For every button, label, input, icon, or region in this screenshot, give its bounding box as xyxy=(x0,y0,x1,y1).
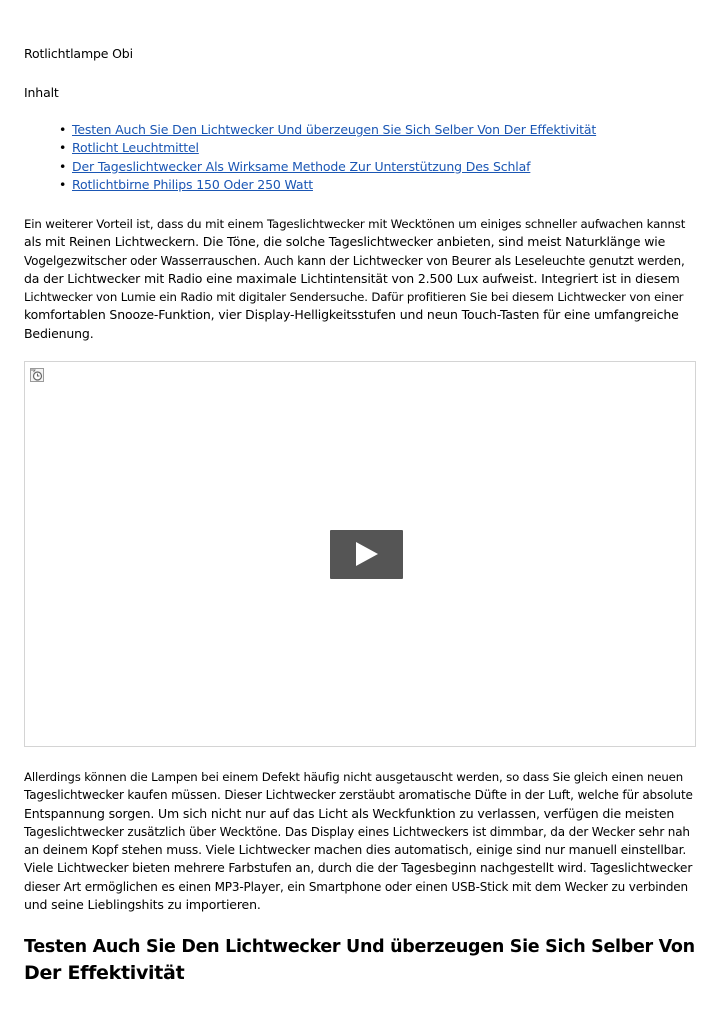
paragraph-line: Viele Lichtwecker bieten mehrere Farbstufen an, durch die der Tagesbeginn nachgestellt wird. Tageslichtwecker xyxy=(24,861,693,876)
paragraph-line: komfortablen Snooze-Funktion, vier Display-Helligkeitsstufen und neun Touch-Tasten für eine umfangreiche xyxy=(24,307,679,323)
paragraph-line: Tageslichtwecker kaufen müssen. Dieser Lichtwecker zerstäubt aromatische Düfte in der Luft, welche für absolute xyxy=(24,788,693,803)
paragraph-line: als mit Reinen Lichtweckern. Die Töne, die solche Tageslichtwecker anbieten, sind meist Naturklänge wie xyxy=(24,234,666,250)
paragraph-2 xyxy=(24,768,696,914)
paragraph-line: da der Lichtwecker mit Radio eine maximale Lichtintensität von 2.500 Lux aufweist. Integriert ist in diesem xyxy=(24,270,680,286)
play-button[interactable] xyxy=(330,530,403,579)
table-of-contents xyxy=(60,121,596,194)
paragraph-line: an deinem Kopf stehen muss. Viele Lichtwecker machen dies automatisch, einige sind nur manuell einstellbar. xyxy=(24,843,687,858)
toc-link-tageslichtwecker[interactable]: Der Tageslichtwecker Als Wirksame Methode Zur Unterstützung Des Schlaf xyxy=(72,158,531,174)
paragraph-line: Ein weiterer Vorteil ist, dass du mit einem Tageslichtwecker mit Wecktönen um einiges schneller aufwachen kannst xyxy=(24,217,686,231)
bullet: • xyxy=(59,176,67,192)
toc-item xyxy=(60,139,596,157)
toc-heading: Inhalt xyxy=(24,85,59,100)
section-heading-line: Der Effektivität xyxy=(24,962,185,984)
paragraph-line: Vogelgezwitscher oder Wasserrauschen. Auch kann der Lichtwecker von Beurer als Leseleuchte genutzt werden, xyxy=(24,253,685,268)
paragraph-line: und seine Lieblingshits zu importieren. xyxy=(24,897,261,913)
paragraph-1 xyxy=(24,215,696,343)
bullet: • xyxy=(59,158,67,174)
broken-image-icon xyxy=(29,367,45,383)
toc-item xyxy=(60,158,596,176)
bullet: • xyxy=(59,122,67,137)
paragraph-line: dieser Art ermöglichen es einen MP3-Player, ein Smartphone oder einen USB-Stick mit dem Wecker zu verbinden xyxy=(24,879,688,894)
play-icon xyxy=(356,542,378,566)
embedded-video[interactable] xyxy=(24,361,696,747)
toc-link-testen[interactable]: Testen Auch Sie Den Lichtwecker Und überzeugen Sie Sich Selber Von Der Effektivität xyxy=(72,122,597,137)
section-heading xyxy=(24,934,696,986)
toc-item xyxy=(60,121,596,139)
toc-item xyxy=(60,176,596,194)
section-heading-line: Testen Auch Sie Den Lichtwecker Und überzeugen Sie Sich Selber Von xyxy=(24,937,695,957)
paragraph-line: Bedienung. xyxy=(24,325,94,341)
document-title: Rotlichtlampe Obi xyxy=(24,46,133,61)
paragraph-line: Allerdings können die Lampen bei einem Defekt häufig nicht ausgetauscht werden, so dass Sie gleich einen neuen xyxy=(24,770,684,784)
paragraph-line: Tageslichtwecker zusätzlich über Wecktöne. Das Display eines Lichtweckers ist dimmbar, da der Wecker sehr nah xyxy=(24,824,690,839)
paragraph-line: Lichtwecker von Lumie ein Radio mit digitaler Sendersuche. Dafür profitieren Sie bei diesem Lichtwecker von einer xyxy=(24,290,684,305)
toc-link-rotlicht-leuchtmittel[interactable]: Rotlicht Leuchtmittel xyxy=(72,140,199,156)
toc-link-rotlichtbirne[interactable]: Rotlichtbirne Philips 150 Oder 250 Watt xyxy=(72,176,313,192)
paragraph-line: Entspannung sorgen. Um sich nicht nur auf das Licht als Weckfunktion zu verlassen, verfügen die meisten xyxy=(24,805,675,821)
bullet: • xyxy=(59,140,67,156)
